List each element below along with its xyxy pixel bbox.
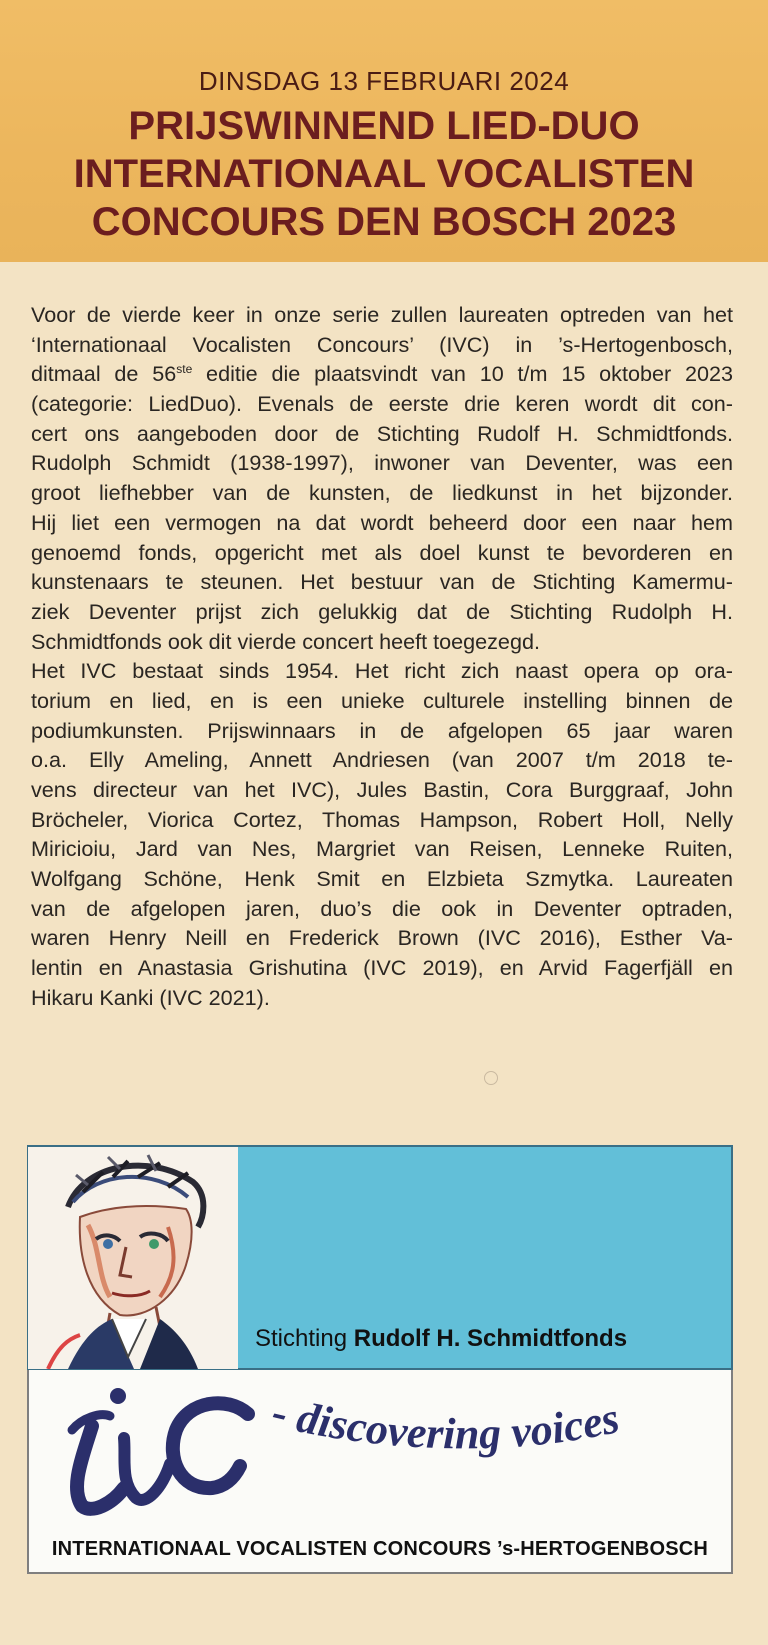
article-body <box>31 300 733 1013</box>
body-line: Hij liet een vermogen na dat wordt beheerd door een naar hem <box>31 509 733 535</box>
body-line: Hikaru Kanki (IVC 2021). <box>31 984 270 1010</box>
body-line: waren Henry Neill en Frederick Brown (IVC 2016), Esther Va- <box>31 925 733 951</box>
body-line <box>31 359 733 389</box>
title-line-1: PRIJSWINNEND LIED-DUO <box>128 104 640 148</box>
body-line: Bröcheler, Viorica Cortez, Thomas Hampson, Robert Holl, Nelly <box>31 806 733 832</box>
body-line: ‘Internationaal Vocalisten Concours’ (IVC) in ’s-Hertogenbosch, <box>31 331 733 357</box>
body-line: vens directeur van het IVC), Jules Bastin, Cora Burggraaf, John <box>31 777 733 802</box>
body-line: (categorie: LiedDuo). Evenals de eerste drie keren wordt dit con- <box>31 391 733 417</box>
body-line: kunstenaars te steunen. Het bestuur van de Stichting Kamermu- <box>31 569 733 595</box>
body-line-part: ditmaal de 56 <box>31 361 177 387</box>
title-line-2: INTERNATIONAAL VOCALISTEN <box>73 152 695 196</box>
body-line: groot liefhebber van de kunsten, de liedkunst in het bijzonder. <box>31 480 733 506</box>
body-line: ziek Deventer prijst zich gelukkig dat de Stichting Rudolph H. <box>31 598 733 624</box>
body-line: Wolfgang Schöne, Henk Smit en Elzbieta Szmytka. Laureaten <box>31 866 733 892</box>
superscript: ste <box>176 362 193 377</box>
body-line: Miricioiu, Jard van Nes, Margriet van Reisen, Lenneke Ruiten, <box>31 836 733 862</box>
body-line: Rudolph Schmidt (1938-1997), inwoner van Deventer, was een <box>31 450 733 476</box>
header-banner <box>0 0 768 262</box>
body-line: Schmidtfonds ook dit vierde concert heeft toegezegd. <box>31 628 540 654</box>
svg-text:- discovering voices <box>270 1387 623 1458</box>
sponsor-prefix: Stichting <box>255 1325 348 1352</box>
body-line: Voor de vierde keer in onze serie zullen laureaten optreden van het <box>31 302 733 327</box>
body-line: lentin en Anastasia Grishutina (IVC 2019), en Arvid Fagerfjäll en <box>31 955 733 981</box>
body-line: cert ons aangeboden door de Stichting Rudolf H. Schmidtfonds. <box>31 420 733 446</box>
body-line: genoemd fonds, opgericht met als doel kunst te bevorderen en <box>31 539 733 565</box>
event-date: DINSDAG 13 FEBRUARI 2024 <box>198 66 570 96</box>
body-line: torium en lied, en is een unieke culturele instelling binnen de <box>31 687 733 713</box>
body-line-part: editie die plaatsvindt van 10 t/m 15 oktober 2023 <box>192 361 733 387</box>
portrait-drawing-icon <box>28 1147 238 1369</box>
body-line: Het IVC bestaat sinds 1954. Het richt zich naast opera op ora- <box>31 658 733 684</box>
sponsor-label <box>255 1325 627 1353</box>
ivc-tagline-text: - discovering voices <box>270 1387 624 1459</box>
body-line: van de afgelopen jaren, duo’s die ook in Deventer optraden, <box>31 895 733 921</box>
ivc-footer-title: INTERNATIONAAL VOCALISTEN CONCOURS ’s-HERTOGENBOSCH <box>51 1538 709 1560</box>
small-circle-mark <box>484 1071 498 1085</box>
ivc-logo-icon <box>52 1378 262 1528</box>
title-line-3: CONCOURS DEN BOSCH 2023 <box>91 200 677 244</box>
page-title <box>0 102 768 246</box>
body-line: podiumkunsten. Prijswinnaars in de afgelopen 65 jaar waren <box>31 717 733 743</box>
body-line: o.a. Elly Ameling, Annett Andriesen (van 2007 t/m 2018 te- <box>31 747 733 773</box>
ivc-tagline <box>270 1385 720 1520</box>
sponsor-name: Rudolf H. Schmidtfonds <box>353 1325 628 1352</box>
